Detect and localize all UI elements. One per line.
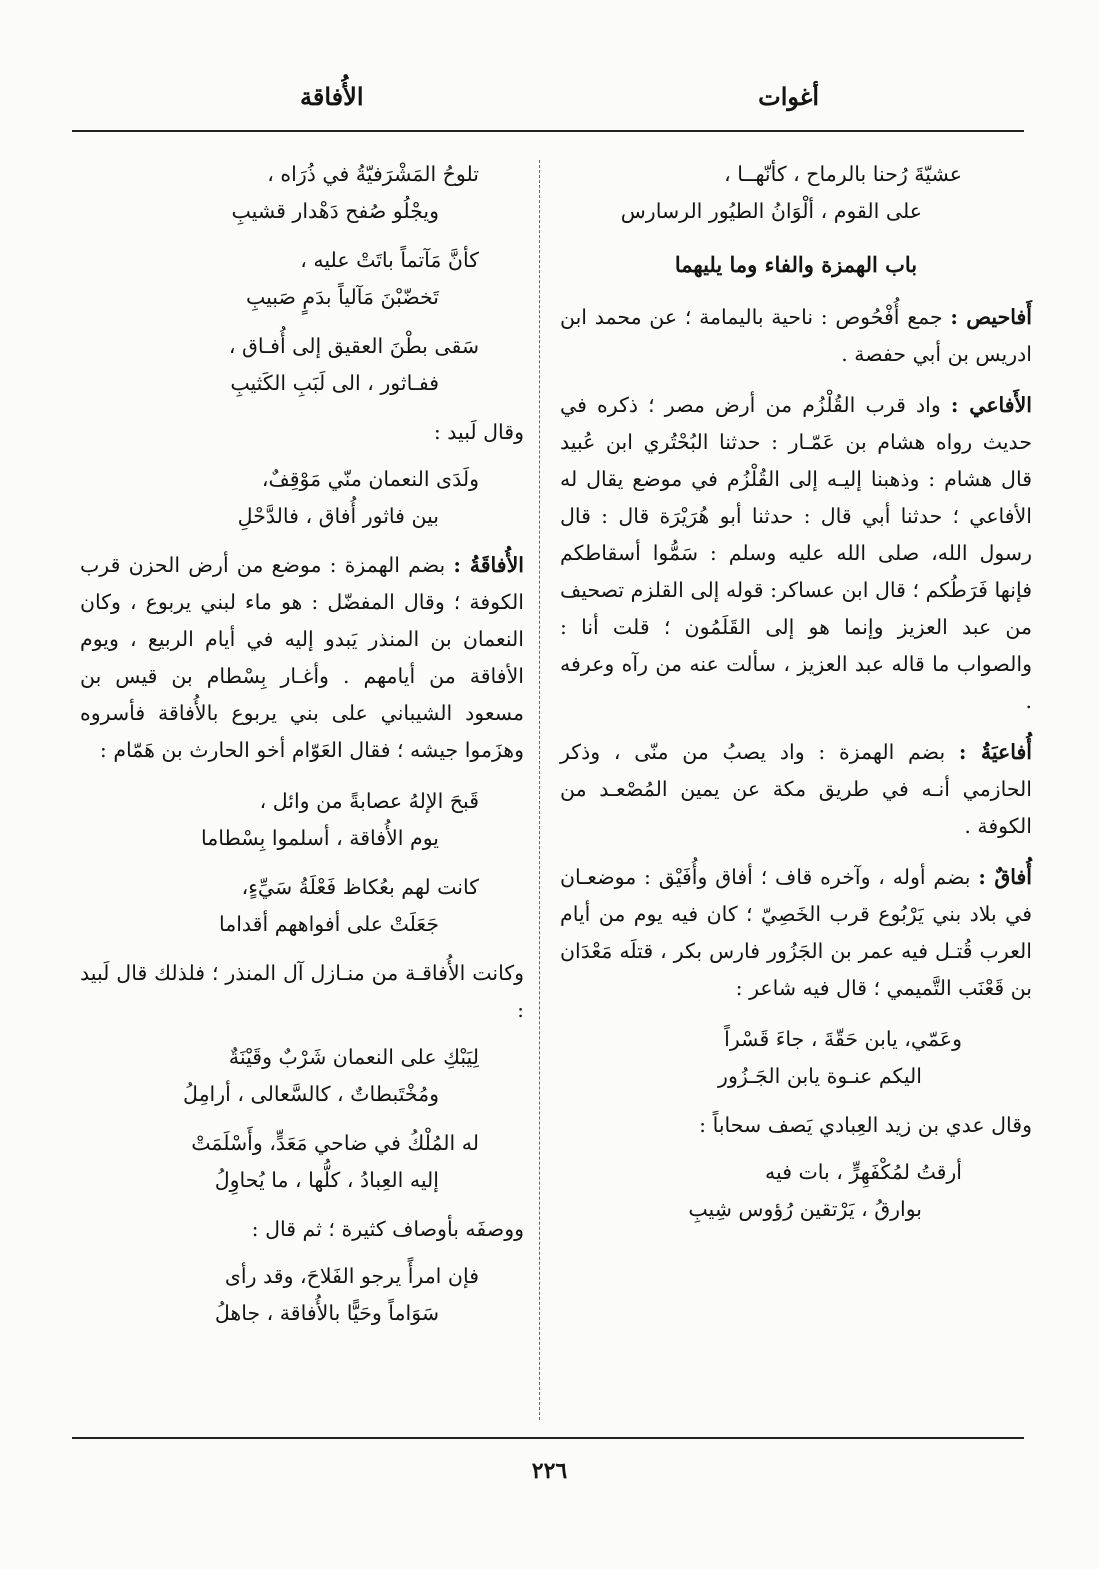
verse-line: إليه العِبادُ ، كلُّها ، ما يُحاوِلُ (214, 1168, 439, 1192)
entry-headword: الأَفاعي : (950, 393, 1032, 417)
verse-line: تَخضّبْنَ مَآلياً بدَمٍ صَبيبِ (245, 285, 439, 309)
verse (560, 1021, 1032, 1095)
bottom-rule (72, 1437, 1024, 1439)
entry-afai (560, 387, 1032, 720)
verse-line: بوارقُ ، يَرْتقين رُؤوس شِيبِ (688, 1197, 922, 1221)
section-title: باب الهمزة والفاء وما يليهما (674, 252, 918, 277)
entry-headword: أُفاعيَةُ : (958, 740, 1032, 764)
verse (80, 783, 524, 857)
verse-line: اليكم عنـوة يابن الجَـزُور (718, 1064, 922, 1088)
verse-line: لِيَبْكِ على النعمان شَرْبٌ وقَيْنَةٌ (228, 1045, 479, 1069)
entry-body: بضم أوله ، وآخره قاف ؛ أفاق وأُفَيْق : موضعـان في بلاد بني يَرْبُوع قرب الخَصِيّ ؛ كان فيه يوم من أيام العرب قُتـل فيه عمر بن الجَزُور فارس بكر ، قتلَه مَعْدَان بن قَعْنَب التَّميمي ؛ قال فيه شاعر : (560, 865, 1032, 1000)
entry-afaqa (80, 547, 524, 769)
verse-line: جَعَلَتْ على أفواههم أقداما (219, 912, 439, 936)
verse-line: قَبحَ الإلهُ عصابةً من وائل ، (259, 789, 479, 813)
entry-headword: أُفاقٌ : (978, 865, 1033, 889)
verse (80, 156, 524, 230)
right-column (560, 150, 1032, 1240)
verse (80, 461, 524, 535)
entry-afaq (560, 859, 1032, 1007)
verse (80, 1125, 524, 1199)
column-divider (539, 160, 540, 1420)
entry-headword: أَفاحيص : (950, 305, 1032, 329)
verse (80, 1258, 524, 1332)
verse (560, 1154, 1032, 1228)
verse-line: فإن امرأً يرجو الفَلاحَ، وقد رأى (224, 1264, 479, 1288)
verse-line: عشيّةَ رُحنا بالرماح ، كأنّهــا ، (724, 162, 962, 186)
verse (560, 156, 1032, 230)
verse (80, 1039, 524, 1113)
top-rule (72, 130, 1024, 132)
page-number: ٢٢٦ (531, 1458, 568, 1484)
wasf-paragraph: ووصفَه بأوصاف كثيرة ؛ ثم قال : (251, 1217, 524, 1241)
verse (80, 869, 524, 943)
verse-line: سَقى بطْنَ العقيق إلى أُفـاق ، (228, 334, 479, 358)
entry-afahis (560, 299, 1032, 373)
adi-intro: وقال عدي بن زيد العِبادي يَصف سحاباً : (699, 1113, 1032, 1137)
verse-line: ولَدَى النعمان منّي مَوْقِفٌ، (261, 467, 479, 491)
entry-body: بضم الهمزة : واد يصبُ من منّى ، وذكر الحازمي أنـه في طريق مكة عن يمين المُصْعـد من الكوفة . (560, 740, 1032, 838)
running-header (0, 82, 1099, 128)
verse-line: كأنَّ مَآتماً باتَتْ عليه ، (300, 248, 479, 272)
verse-line: يوم الأُفاقة ، أسلموا بِسْطاما (201, 826, 439, 850)
entry-body: بضم الهمزة : موضع من أرض الحزن قرب الكوفة ؛ وقال المفضّل : هو ماء لبني يربوع ، وكان النعمان بن المنذر يَبدو إليه في أيام الربيع ، ويوم الأفاقة من أيامهم . وأغـار بِسْطام بن قيس بن مسعود الشيباني على بني يربوع بالأُفاقة فأسروه وهزَموا جيشه ؛ فقال العَوّام أخو الحارث بن هَمّام : (80, 553, 524, 762)
entry-headword: الأُفاقَةُ : (453, 553, 524, 577)
entry-body: جمع أُفْحُوص : ناحية باليمامة ؛ عن محمد ابن ادريس بن أبي حفصة . (560, 305, 1032, 366)
verse (80, 328, 524, 402)
verse-line: أرقتُ لمُكْفَهِرٍّ ، بات فيه (765, 1160, 962, 1184)
header-left-title: الأُفاقة (300, 82, 364, 111)
verse-line: ومُخْتَبطاتٌ ، كالسَّعالى ، أرامِلُ (183, 1082, 439, 1106)
header-right-title: أغوات (758, 82, 819, 111)
left-column (80, 150, 524, 1344)
verse-line: سَوَاماً وحَيًّا بالأُفاقة ، جاهلُ (214, 1301, 439, 1325)
entry-afaiya (560, 734, 1032, 845)
verse (80, 242, 524, 316)
mundhir-paragraph: وكانت الأُفاقـة من منـازل آل المنذر ؛ فلذلك قال لَبيد : (80, 961, 524, 1022)
verse-line: ففـاثور ، الى لَبَبِ الكَثيبِ (230, 371, 439, 395)
verse-line: كانت لهم بعُكاظ فَعْلَةُ سَيِّءٍ، (241, 875, 479, 899)
entry-body: واد قرب القُلْزُم من أرض مصر ؛ ذكره في حديث رواه هشام بن عَمّـار : حدثنا البُحْتُري ابن عُبيد قال هشام : وذهبنا إليـه إلى القُلْزُم في موضع يقال له الأفاعي ؛ حدثنا أبي قال : حدثنا أبو هُرَيْرَة قال : قال رسول الله، صلى الله عليه وسلم : سَمُّوا أسقاطكم فإنها فَرَطُكم ؛ قال ابن عساكر: قوله إلى القلزم تصحيف من عبد العزيز وإنما هو إلى القَلَمُون ؛ قلت أنا : والصواب ما قاله عبد العزيز ، سألت عنه من رآه وعرفه . (560, 393, 1032, 713)
verse-line: له المُلْكُ في ضاحي مَعَدٍّ، وأَسْلَمَتْ (191, 1131, 479, 1155)
labid-intro: وقال لَبيد : (433, 420, 524, 444)
verse-line: ويجْلُو صُفح دَهْدار قشيبِ (231, 199, 439, 223)
verse-line: على القوم ، ألْوَانُ الطيُور الرسارس (620, 199, 922, 223)
verse-line: وعَمّي، يابن حَقّةَ ، جاءَ قَسْراً (724, 1027, 962, 1051)
verse-line: تلوحُ المَشْرَفيّةُ في ذُرَاه ، (267, 162, 479, 186)
verse-line: بين فاثور أُفاق ، فالدَّحْلِ (237, 504, 439, 528)
